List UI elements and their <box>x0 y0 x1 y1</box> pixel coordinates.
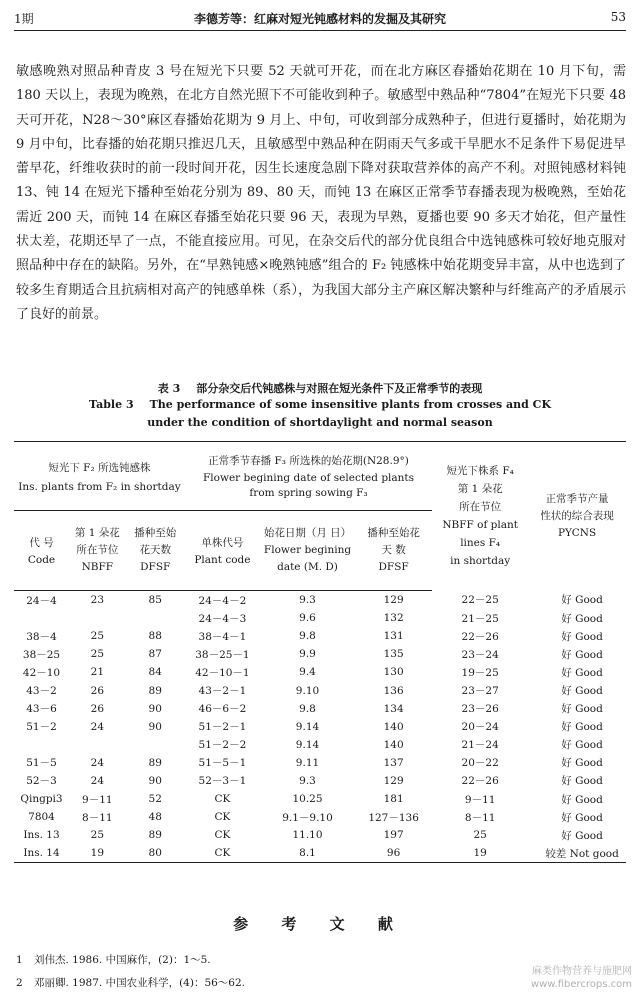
header-rule <box>14 30 626 31</box>
group-header-f2: 短光下 F₂ 所选钝感株 Ins. plants from F₂ in shortday <box>14 442 185 511</box>
table-cell: 129 <box>383 774 404 787</box>
table-cell: 9.14 <box>295 738 320 751</box>
site-watermark: 麻类作物营养与施肥网 www.fibercrops.com <box>530 966 632 990</box>
table-cell <box>69 609 126 627</box>
table-cell: 9.9 <box>299 648 316 661</box>
col-header-pycns: 正常季节产量 性状的综合表现 PYCNS <box>528 442 626 591</box>
table-cell: 9.8 <box>299 630 316 643</box>
table-cell: 25 <box>473 829 487 842</box>
table-cell: 好 Good <box>561 811 603 824</box>
table-cell: 42－10 <box>22 666 61 679</box>
table-cell: 80 <box>126 844 185 863</box>
col-header-f4-nbff: 短光下株系 F₄ 第 1 朵花 所在节位 NBFF of plant lines F₄ in shortday <box>432 442 528 591</box>
table-cell: 24－4 <box>26 594 57 607</box>
table-caption-en <box>0 398 640 411</box>
table-cell: 90 <box>148 774 162 787</box>
col-header-plant-code: 单株代号 Plant code <box>185 511 260 591</box>
table-row <box>14 681 626 699</box>
table-cell: 9.8 <box>299 702 316 715</box>
table-cell: 好 Good <box>561 648 603 661</box>
table-cell: Qingpi3 <box>20 793 63 806</box>
table-row <box>14 627 626 645</box>
table-title-en-2: under the condition of shortdaylight and normal season <box>147 416 493 429</box>
table-cell: 197 <box>383 829 404 842</box>
issue-number: 1期 <box>14 12 34 26</box>
table-cell: 好 Good <box>561 612 603 625</box>
table-label-en: Table 3 <box>88 398 134 411</box>
table-cell: 38－25 <box>22 648 61 661</box>
table-cell: 23 <box>90 594 105 607</box>
table-cell: 90 <box>148 720 162 733</box>
table-cell: 23－26 <box>461 703 499 716</box>
table-caption-en-2 <box>0 416 640 429</box>
table-cell: 51－2－2 <box>198 739 247 752</box>
table-cell <box>126 736 185 754</box>
table-cell: CK <box>185 844 260 863</box>
table-cell: 137 <box>383 756 404 769</box>
col-header-dfsf-f3: 播种至始花 天 数 DFSF <box>355 511 432 591</box>
table-cell: 较差 Not good <box>528 844 626 863</box>
table-cell: 42－10－1 <box>195 666 250 679</box>
table-cell: 9－11 <box>82 793 113 806</box>
table-cell: 22－26 <box>461 775 499 788</box>
table-cell: 43－2－1 <box>198 685 247 698</box>
table-cell: Ins. 13 <box>23 829 60 842</box>
table-cell: CK <box>214 793 231 806</box>
table-cell: 89 <box>148 684 162 697</box>
page-number: 53 <box>610 10 626 24</box>
table-cell: 26 <box>90 702 105 715</box>
table-cell: 25 <box>90 829 105 842</box>
table-cell: 好 Good <box>561 775 603 788</box>
table-row <box>14 700 626 718</box>
table-row <box>14 609 626 627</box>
table-cell: 85 <box>148 594 162 607</box>
table-cell: 9－11 <box>464 793 496 806</box>
table-cell: 20－22 <box>461 757 499 770</box>
table-cell: 23－27 <box>461 685 499 698</box>
body-paragraph <box>16 60 626 327</box>
table-cell <box>69 736 126 754</box>
paragraph-text: 敏感晚熟对照品种青皮 3 号在短光下只要 52 天就可开花，而在北方麻区春播始花期在 10 月下旬，需 180 天以上，表现为晚熟，在北方自然光照下不可能收到种子。敏感型中熟品种“7804”在短光下只要 48 天可开花，N28～30°麻区春播始花期为 9 月上、中旬，可收到部分成熟种子，但进行夏播时，始花期为 9 月中旬，比春播的始花期只推迟几天，且敏感型中熟品种在阴雨天气多或干旱肥水不足条件下易促进早蕾早花，纤维收获时的前一段时间开花，因生长速度急剧下降对获取营养体的高产不利。对照钝感材料钝 13、钝 14 在短光下播种至始花分别为 89、80 天，而钝 13 在麻区正常季节春播表现为极晚熟，至始花需近 200 天，而钝 14 在麻区春播至始花只要 96 天，表现为早熟，夏播也要 90 多天才始花，但产量性状太差，花期还早了一点，不能直接应用。可见，在杂交后代的部分优良组合中选钝感株可较好地克服对照品种中存在的缺陷。另外，在“早熟钝感×晚熟钝感”组合的 F₂ 钝感株中始花期变异丰富，从中也选到了较多生育期适合且抗病相对高产的钝感单株（系），为我国大部分主产麻区解决繁种与纤维高产的矛盾展示了良好的前景。 <box>16 64 626 322</box>
table-row <box>14 591 626 610</box>
table-cell: Ins. 14 <box>14 844 69 863</box>
table-cell: 38－4－1 <box>198 630 247 643</box>
table-cell: 46－6－2 <box>198 703 247 716</box>
table-cell: 127－136 <box>368 811 419 824</box>
table-caption-cn <box>0 380 640 396</box>
table-cell: 9.4 <box>299 666 316 679</box>
table-cell: 9.10 <box>295 684 320 697</box>
table-cell: 好 Good <box>561 594 603 607</box>
table-cell: 96 <box>355 844 432 863</box>
table-cell: 22－25 <box>461 594 499 607</box>
table-cell: 89 <box>148 756 162 769</box>
col-header-code: 代 号 Code <box>14 511 69 591</box>
table-cell: CK <box>214 829 231 842</box>
references-title: 参 考 文 献 <box>233 915 407 933</box>
table-cell: 19 <box>69 844 126 863</box>
reference-item: 2 邓丽卿. 1987. 中国农业科学，(4)：56～62. <box>16 977 246 989</box>
table-cell: 好 Good <box>561 829 603 842</box>
table-cell: 9.3 <box>299 594 316 607</box>
table-cell: 好 Good <box>561 721 603 734</box>
table-cell: 9.6 <box>299 612 316 625</box>
table-row <box>14 645 626 663</box>
table-cell: 136 <box>383 684 404 697</box>
table-cell: 130 <box>383 666 404 679</box>
table-cell: 24 <box>90 756 105 769</box>
table-row <box>14 808 626 826</box>
table-cell: 38－25－1 <box>195 648 250 661</box>
table-cell: 8.1 <box>260 844 355 863</box>
table-cell: 24 <box>90 774 105 787</box>
table-cell: 好 Good <box>561 630 603 643</box>
table-cell: 21－24 <box>461 739 499 752</box>
table-cell: 22－26 <box>461 630 499 643</box>
col-header-dfsf: 播种至始 花天数 DFSF <box>126 511 185 591</box>
table-cell: 89 <box>148 829 162 842</box>
table-cell: 51－5－1 <box>198 757 247 770</box>
table-cell: 140 <box>383 738 404 751</box>
reference-item: 1 刘伟杰. 1986. 中国麻作，(2)：1～5. <box>16 954 211 966</box>
table-cell: 9.14 <box>295 720 320 733</box>
data-table <box>14 441 626 863</box>
table-cell <box>14 609 69 627</box>
table-cell <box>14 736 69 754</box>
table-cell: 84 <box>148 666 162 679</box>
table-cell: 129 <box>383 594 404 607</box>
table-cell: 好 Good <box>561 793 603 806</box>
table-cell: 11.10 <box>292 829 323 842</box>
table-cell: 21 <box>90 666 105 679</box>
table-cell: 24－4－3 <box>198 612 247 625</box>
table-cell: 25 <box>90 648 105 661</box>
table-cell: 好 Good <box>561 739 603 752</box>
table-cell: 好 Good <box>561 703 603 716</box>
table-cell: 8－11 <box>464 811 496 824</box>
col-header-nbff: 第 1 朵花 所在节位 NBFF <box>69 511 126 591</box>
table-cell: 87 <box>148 648 162 661</box>
table-cell: CK <box>214 811 231 824</box>
table-row <box>14 790 626 808</box>
table-cell: 43－6 <box>26 703 57 716</box>
table-cell: 52 <box>148 793 162 806</box>
table-cell: 7804 <box>28 811 55 824</box>
table-cell: 52－3－1 <box>198 775 247 788</box>
table-row <box>14 754 626 772</box>
table-cell: 51－5 <box>26 757 57 770</box>
page-header <box>14 10 626 30</box>
table-cell <box>126 609 185 627</box>
table-title-cn: 部分杂交后代钝感株与对照在短光条件下及正常季节的表现 <box>196 382 483 395</box>
table-cell: 9.1－9.10 <box>282 811 333 824</box>
table-cell: 88 <box>148 630 162 643</box>
table-cell: 134 <box>383 702 404 715</box>
table-cell: 181 <box>383 793 404 806</box>
table-cell: 19 <box>432 844 528 863</box>
table-cell: 132 <box>383 612 404 625</box>
table-row <box>14 772 626 790</box>
table-label-cn: 表 3 <box>157 382 181 395</box>
table-row <box>14 736 626 754</box>
table-cell: 38－4 <box>26 630 57 643</box>
table-cell: 131 <box>383 630 404 643</box>
col-header-flower-date: 始花日期（月 日） Flower begining date (M. D) <box>260 511 355 591</box>
group-header-f3: 正常季节春播 F₃ 所选株的始花期(N28.9°) Flower begining date of selected plants from spring sowing F₃ <box>185 442 432 511</box>
table-cell: 24 <box>90 720 105 733</box>
table-row <box>14 663 626 681</box>
table-cell: 9.3 <box>299 774 316 787</box>
table-title-en-1: The performance of some insensitive plants from crosses and CK <box>149 398 552 411</box>
table-cell: 23－24 <box>461 648 499 661</box>
table-cell: 10.25 <box>292 793 323 806</box>
table-cell: 140 <box>383 720 404 733</box>
table-cell: 25 <box>90 630 105 643</box>
table-row <box>14 826 626 844</box>
table-cell: 52－3 <box>26 775 57 788</box>
references-list <box>16 949 245 995</box>
table-cell: 9.11 <box>295 756 320 769</box>
table-cell: 好 Good <box>561 757 603 770</box>
table-cell: 51－2－1 <box>198 721 247 734</box>
table-cell: 26 <box>90 684 105 697</box>
table-cell: 90 <box>148 702 162 715</box>
table-cell: 48 <box>148 811 162 824</box>
table-cell: 51－2 <box>26 721 57 734</box>
table-row <box>14 844 626 863</box>
table-cell: 8－11 <box>82 811 113 824</box>
table-cell: 19－25 <box>461 666 499 679</box>
table-cell: 好 Good <box>561 685 603 698</box>
table-cell: 21－25 <box>461 612 499 625</box>
running-title: 李德芳等：红麻对短光钝感材料的发掘及其研究 <box>193 12 446 26</box>
table-cell: 43－2 <box>26 685 57 698</box>
table-cell: 20－24 <box>461 721 499 734</box>
table-row <box>14 718 626 736</box>
table-cell: 135 <box>383 648 404 661</box>
table-cell: 好 Good <box>561 666 603 679</box>
table-cell: 24－4－2 <box>198 594 247 607</box>
